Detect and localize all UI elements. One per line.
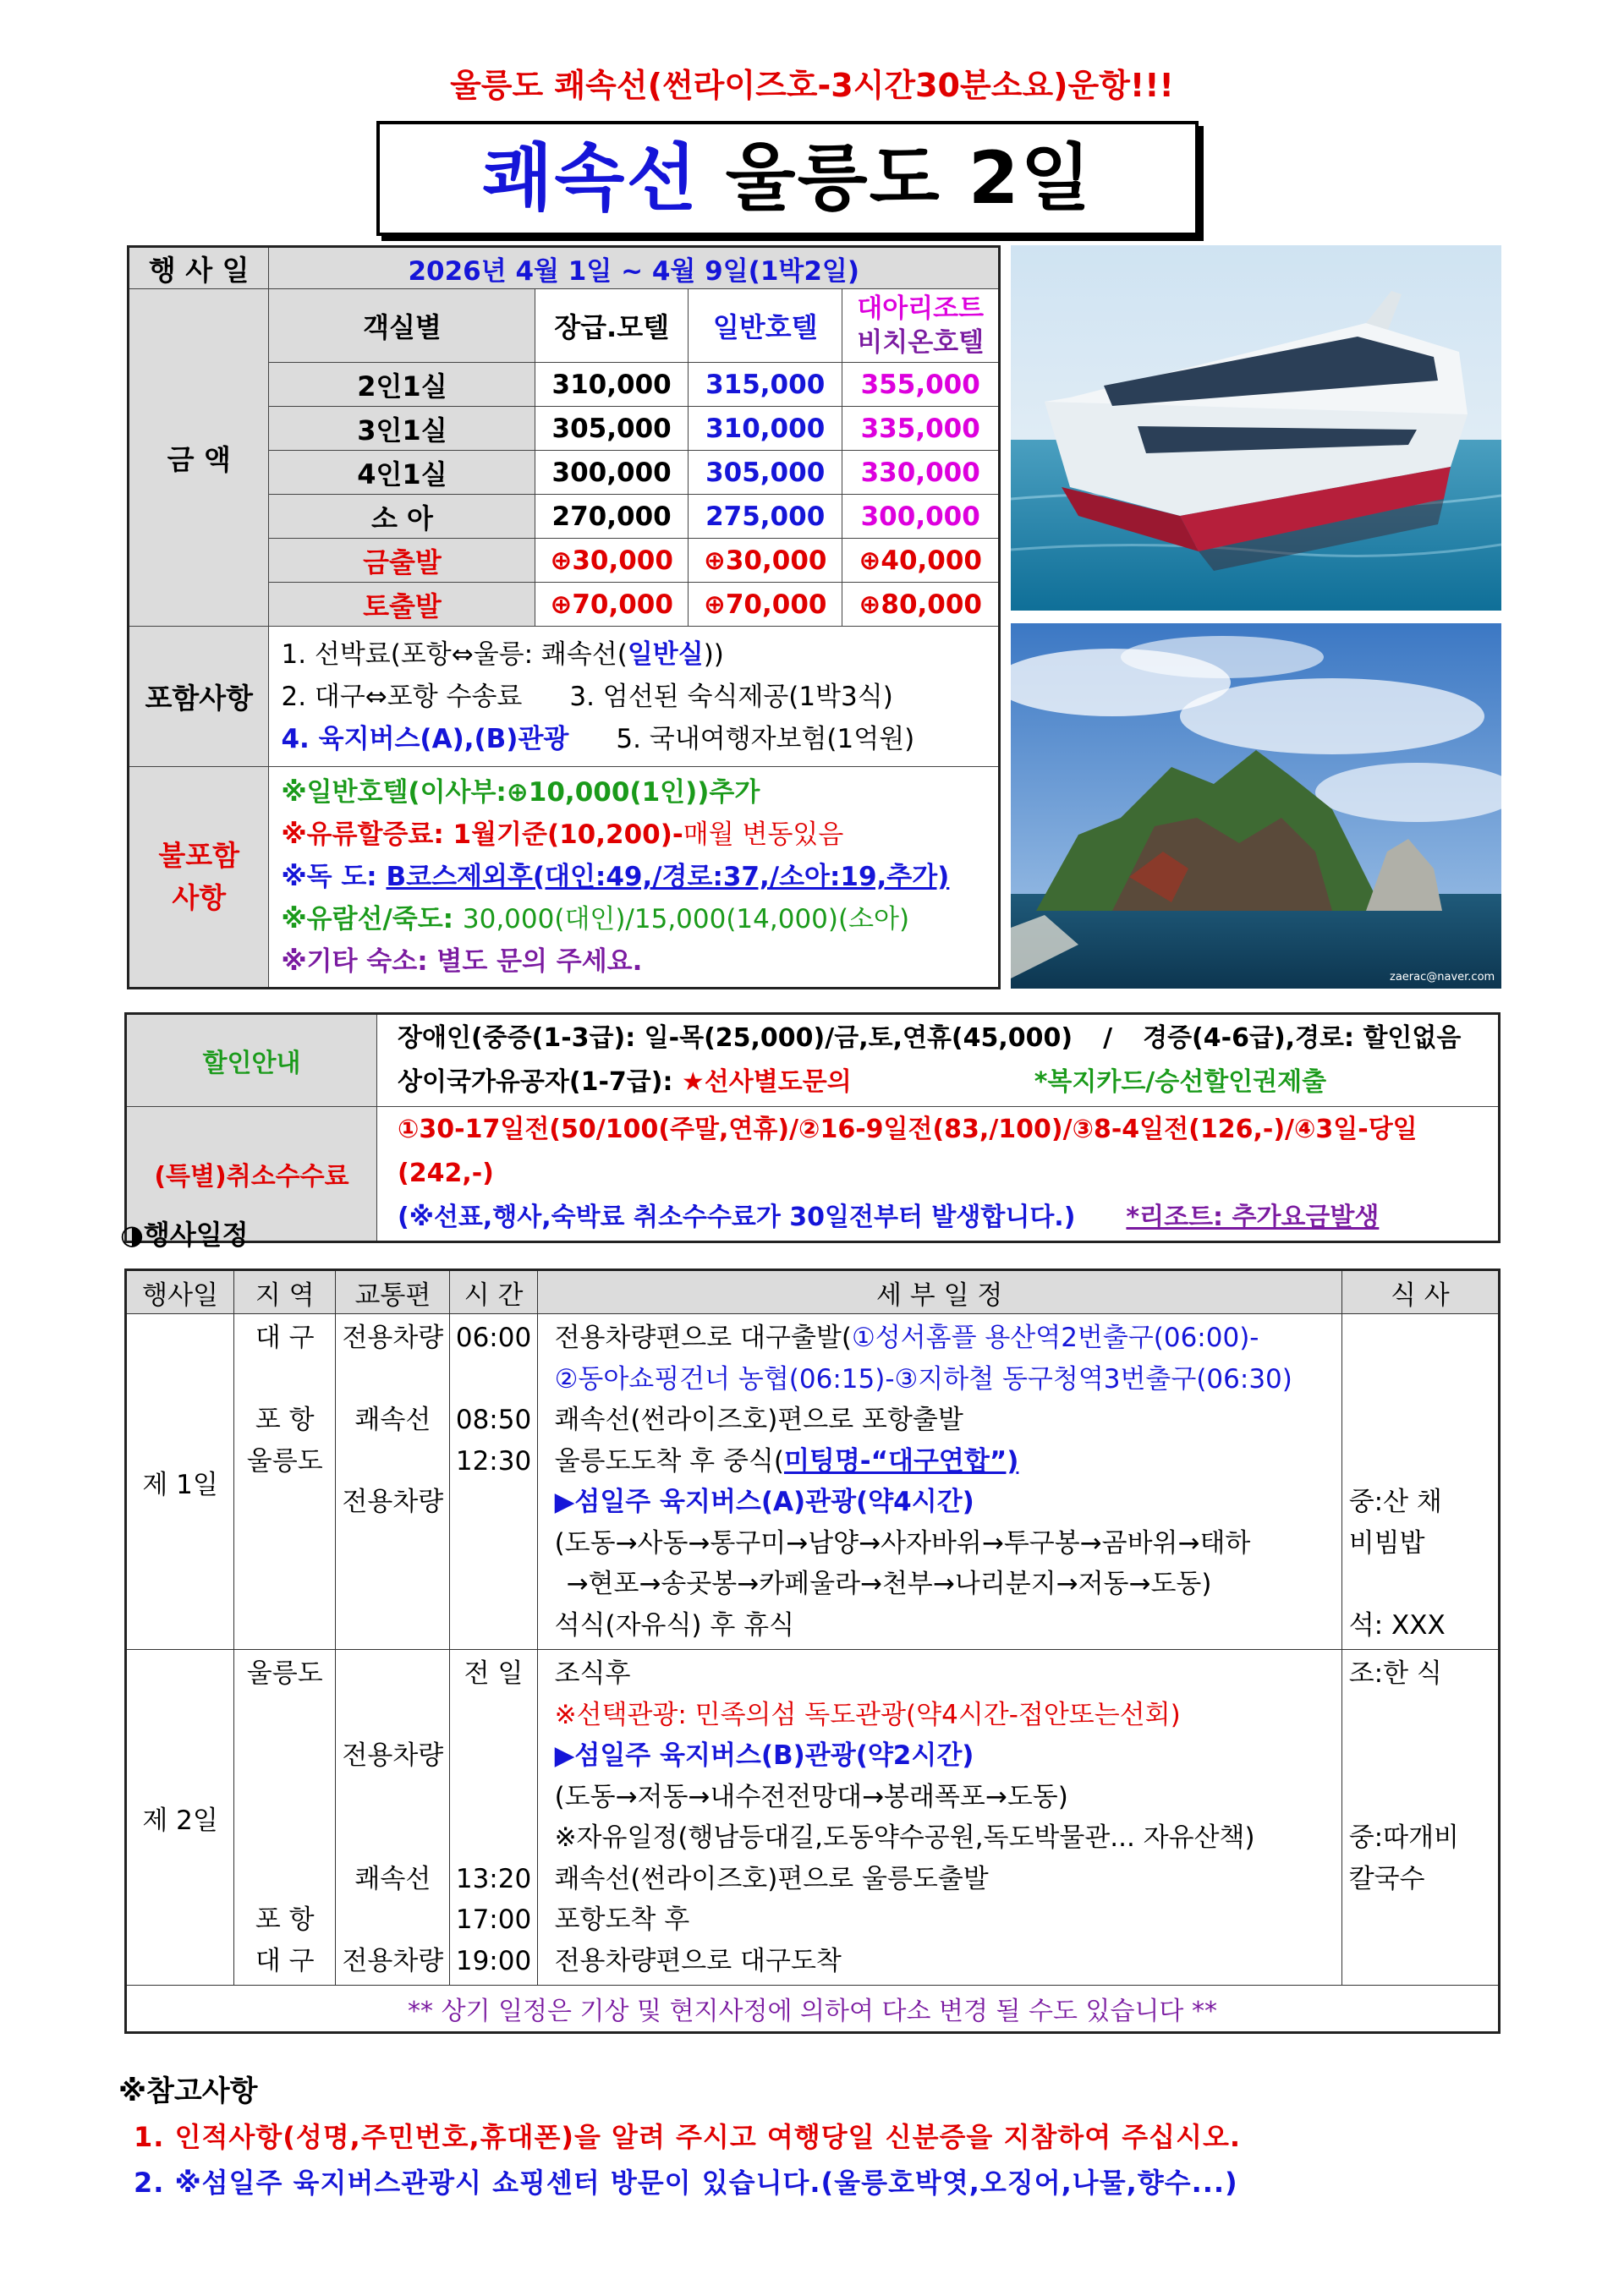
included-line-1: 1. 선박료(포항⇔울릉: 쾌속선(일반실)) — [281, 638, 724, 670]
col-hotel-header: 일반호텔 — [688, 289, 842, 363]
day2-row — [126, 1650, 1500, 1986]
price-hotel: 315,000 — [688, 363, 842, 407]
col-header-region: 지 역 — [234, 1270, 336, 1314]
day1-transport: 전용차량 쾌속선 전용차량 — [336, 1314, 450, 1650]
price-motel: 300,000 — [535, 451, 689, 495]
title-fastship: 쾌속선 — [482, 136, 699, 221]
price-motel: 310,000 — [535, 363, 689, 407]
reference-note-1: 1. 인적사항(성명,주민번호,휴대폰)을 알려 주시고 여행당일 신분증을 지참하여 주십시오. — [134, 2121, 1242, 2153]
included-items — [269, 627, 1000, 767]
title-box — [376, 121, 1199, 236]
day1-label: 제 1일 — [126, 1314, 234, 1650]
row-label: 2인1실 — [269, 363, 535, 407]
included-line-2: 2. 대구⇔포항 수송료 3. 엄선된 숙식제공(1박3식) — [281, 681, 893, 712]
schedule-footer: ** 상기 일정은 기상 및 현지사정에 의하여 다소 변경 될 수도 있습니다 ** — [126, 1986, 1500, 2033]
discount-line-1: 장애인(중증(1-3급): 일-목(25,000)/금,토,연휴(45,000) / 경증(4-6급),경로: 할인없음 — [398, 1023, 1462, 1053]
tour-date: 2026년 4월 1일 ~ 4월 9일(1박2일) — [269, 247, 1000, 289]
excluded-label: 불포함 사항 — [129, 767, 269, 989]
day1-region: 대 구 포 항 울릉도 — [234, 1314, 336, 1650]
col-header-day: 행사일 — [126, 1270, 234, 1314]
row-label: 토출발 — [269, 583, 535, 627]
photo-credit: zaerac@naver.com — [1390, 971, 1495, 984]
price-motel: 270,000 — [535, 495, 689, 539]
cancel-fee-line-2: (※선표,행사,숙박료 취소수수료가 30일전부터 발생합니다.) *리조트: 추가요금발생 — [398, 1203, 1380, 1232]
included-label: 포함사항 — [129, 627, 269, 767]
price-label: 금 액 — [129, 289, 269, 627]
row-label: 4인1실 — [269, 451, 535, 495]
excluded-line-5: ※기타 숙소: 별도 문의 주세요. — [281, 946, 643, 977]
excluded-line-2: ※유류할증료: 1월기준(10,200)-매월 변동있음 — [281, 819, 844, 850]
day2-transport: 전용차량 쾌속선 전용차량 — [336, 1650, 450, 1986]
price-resort: ⊕80,000 — [842, 583, 1000, 627]
col-room-header: 객실별 — [269, 289, 535, 363]
discount-line-2: 상이국가유공자(1-7급): ★선사별도문의 *복지카드/승선할인권제출 — [398, 1067, 1327, 1097]
day2-detail: 조식후 ※선택관광: 민족의섬 독도관광(약4시간-접안또는선회) ▶섬일주 육지버스(B)관광(약2시간) (도동→저동→내수전전망대→봉래폭포→도동) ※자유일정(행남등대길,도동약수공원,독도박물관... 자유산책) 쾌속선(썬라이즈호)편으로 울릉도출발 포항도착 후 전용차량편으로 대구도착 — [537, 1650, 1341, 1986]
col-header-transport: 교통편 — [336, 1270, 450, 1314]
day2-label: 제 2일 — [126, 1650, 234, 1986]
discount-label: 할인안내 — [126, 1014, 377, 1107]
discount-info — [377, 1014, 1500, 1107]
row-label: 3인1실 — [269, 407, 535, 451]
col-header-detail: 세 부 일 정 — [537, 1270, 1341, 1314]
price-resort: 355,000 — [842, 363, 1000, 407]
day1-row — [126, 1314, 1500, 1650]
reference-title: ※참고사항 — [118, 2074, 258, 2108]
day1-meal: 중:산 채 비빔밥 석: XXX — [1341, 1314, 1499, 1650]
schedule-table — [124, 1269, 1501, 2034]
day2-time: 전 일 13:20 17:00 19:00 — [450, 1650, 537, 1986]
day2-region: 울릉도 포 항 대 구 — [234, 1650, 336, 1986]
reference-note-2: 2. ※섬일주 육지버스관광시 쇼핑센터 방문이 있습니다.(울릉호박엿,오징어,나물,향수...) — [134, 2167, 1238, 2199]
title-main: 울릉도 2일 — [698, 136, 1093, 221]
col-header-meal: 식 사 — [1341, 1270, 1499, 1314]
excluded-line-3: ※독 도: B코스제외후(대인:49,/경로:37,/소아:19,추가) — [281, 862, 950, 892]
price-motel: ⊕30,000 — [535, 539, 689, 583]
price-hotel: 310,000 — [688, 407, 842, 451]
price-hotel: 305,000 — [688, 451, 842, 495]
col-header-time: 시 간 — [450, 1270, 537, 1314]
col-resort-line1: 대아리조트 — [857, 293, 985, 324]
price-motel: 305,000 — [535, 407, 689, 451]
price-motel: ⊕70,000 — [535, 583, 689, 627]
cancel-fee-info — [377, 1107, 1500, 1242]
col-motel-header: 장급.모텔 — [535, 289, 689, 363]
schedule-title: ◑행사일정 — [120, 1219, 249, 1251]
included-line-3: 4. 육지버스(A),(B)관광 5. 국내여행자보험(1억원) — [281, 723, 915, 754]
ferry-photo — [1011, 245, 1501, 611]
price-resort: ⊕40,000 — [842, 539, 1000, 583]
day1-detail: 전용차량편으로 대구출발(①성서홈플 용산역2번출구(06:00)- ②동아쇼핑건너 농협(06:15)-③지하철 동구청역3번출구(06:30) 쾌속선(썬라이즈호)편으로 포항출발 울릉도도착 후 중식(미팅명-“대구연합”) ▶섬일주 육지버스(A)관광(약4시간) (도동→사동→통구미→남양→사자바위→투구봉→곰바위→태하 →현포→송곳봉→카페울라→천부→나리분지→저동→도동) 석식(자유식) 후 휴식 — [537, 1314, 1341, 1650]
day2-meal: 조:한 식 중:따개비 칼국수 — [1341, 1650, 1499, 1986]
header-subtitle: 울릉도 쾌속선(썬라이즈호-3시간30분소요)운항!!! — [450, 67, 1174, 104]
info-table — [127, 245, 1001, 989]
cancel-fee-label: (특별)취소수수료 — [126, 1107, 377, 1242]
col-resort-line2: 비치온호텔 — [857, 327, 985, 358]
day1-time: 06:00 08:50 12:30 — [450, 1314, 537, 1650]
row-label: 금출발 — [269, 539, 535, 583]
dokdo-photo — [1011, 623, 1501, 989]
cancel-fee-line-1: ①30-17일전(50/100(주말,연휴)/②16-9일전(83,/100)/③8-4일전(126,-)/④3일-당일(242,-) — [398, 1115, 1418, 1188]
excluded-items — [269, 767, 1000, 989]
price-hotel: 275,000 — [688, 495, 842, 539]
price-hotel: ⊕70,000 — [688, 583, 842, 627]
price-hotel: ⊕30,000 — [688, 539, 842, 583]
notice-table — [124, 1012, 1501, 1243]
price-resort: 335,000 — [842, 407, 1000, 451]
price-resort: 330,000 — [842, 451, 1000, 495]
col-resort-header — [842, 289, 1000, 363]
date-label: 행 사 일 — [129, 247, 269, 289]
row-label: 소 아 — [269, 495, 535, 539]
price-resort: 300,000 — [842, 495, 1000, 539]
excluded-line-1: ※일반호텔(이사부:⊕10,000(1인))추가 — [281, 777, 760, 808]
excluded-line-4: ※유람선/죽도: 30,000(대인)/15,000(14,000)(소아) — [281, 904, 910, 934]
